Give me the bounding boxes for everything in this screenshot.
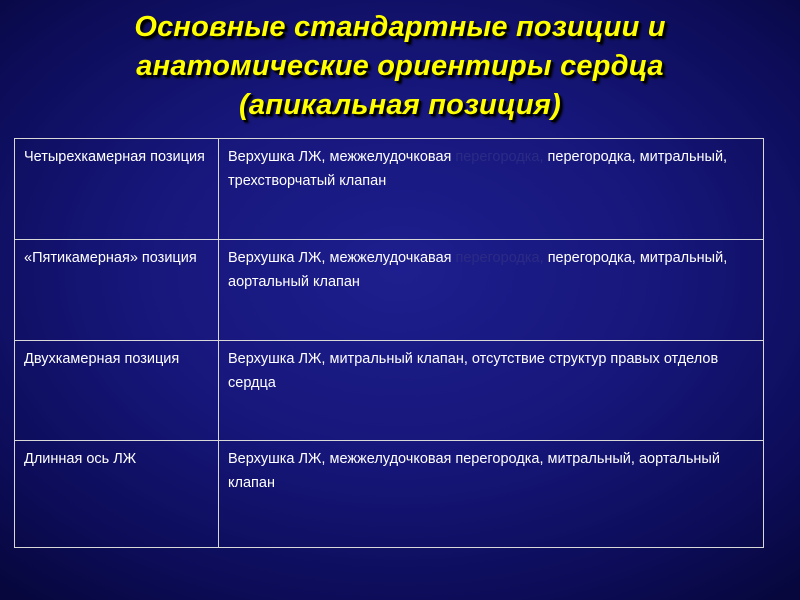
landmarks-text [228, 246, 755, 294]
landmarks-rest: перегородка, митральный, трехстворчатый клапан [228, 149, 728, 189]
slide-title [0, 8, 800, 125]
landmarks-text: Верхушка ЛЖ, межжелудочковая перегородка, митральный, аортальный клапан [228, 451, 720, 491]
position-cell [15, 441, 219, 548]
landmarks-faded-text: перегородка, [455, 250, 544, 266]
table-row [15, 341, 764, 441]
position-cell [15, 139, 219, 240]
table-row [15, 139, 764, 240]
positions-table [14, 138, 764, 548]
position-name: Четырехкамерная позиция [24, 149, 205, 165]
landmarks-lead: Верхушка ЛЖ, межжелудочковая [228, 149, 452, 165]
landmarks-rest: перегородка, митральный, аортальный клапан [228, 250, 728, 290]
position-cell [15, 341, 219, 441]
landmarks-text: Верхушка ЛЖ, митральный клапан, отсутствие структур правых отделов сердца [228, 351, 719, 391]
title-line-2: анатомические ориентиры сердца [136, 50, 664, 82]
position-name: «Пятикамерная» позиция [24, 250, 197, 266]
title-line-3: (апикальная позиция) [239, 89, 561, 121]
title-line-1: Основные стандартные позиции и [134, 11, 666, 43]
landmarks-cell [219, 240, 764, 341]
landmarks-faded-text: перегородка, [455, 149, 544, 165]
table-row [15, 240, 764, 341]
position-name: Двухкамерная позиция [24, 351, 180, 367]
landmarks-cell [219, 341, 764, 441]
landmarks-lead: Верхушка ЛЖ, межжелудочкавая [228, 250, 452, 266]
table-row [15, 441, 764, 548]
position-cell [15, 240, 219, 341]
position-name: Длинная ось ЛЖ [24, 451, 137, 467]
landmarks-cell [219, 139, 764, 240]
landmarks-cell [219, 441, 764, 548]
landmarks-text [228, 145, 755, 193]
